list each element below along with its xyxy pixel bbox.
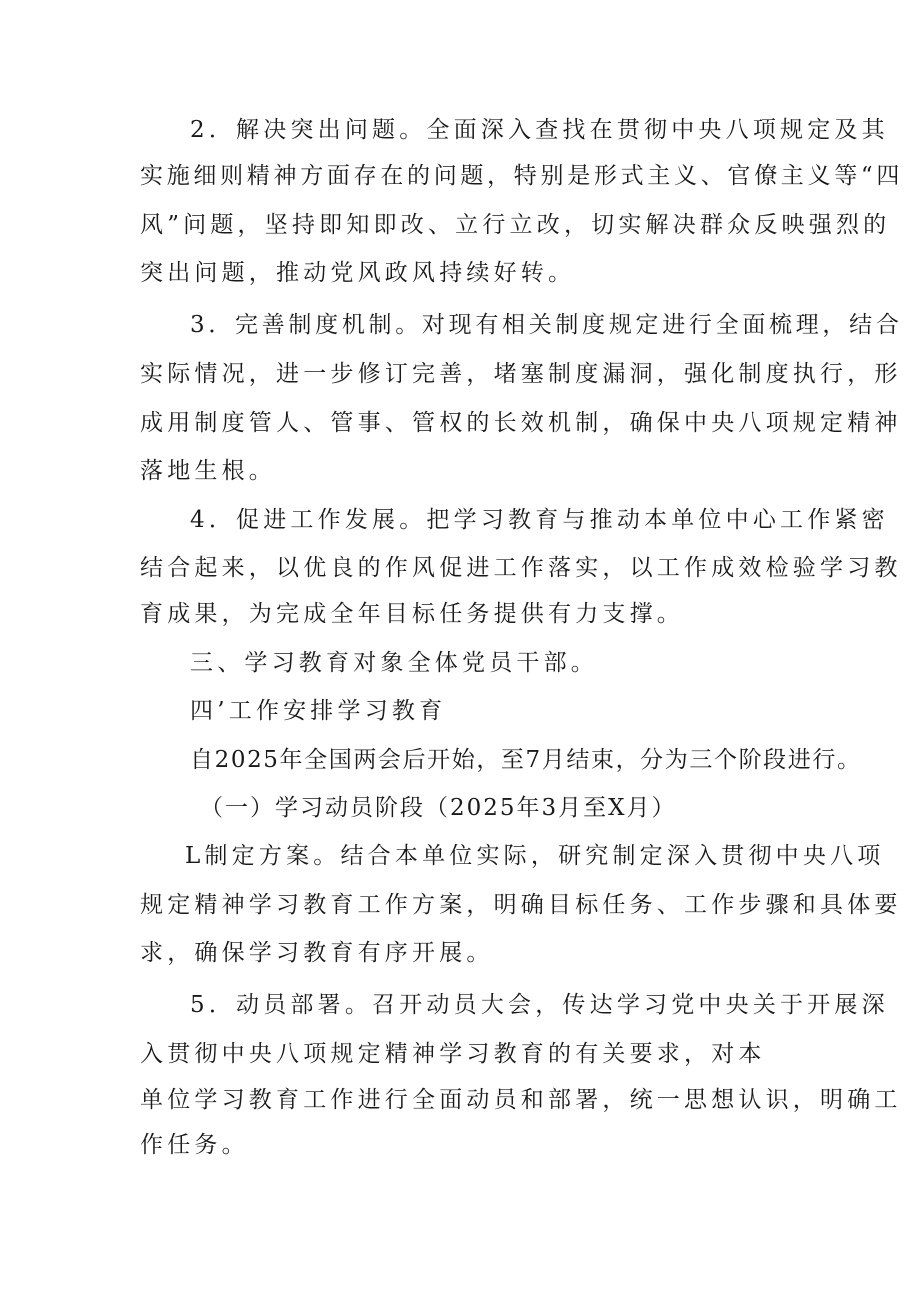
text-line: 实施细则精神方面存在的问题，特别是形式主义、官僚主义等“四 — [140, 163, 904, 189]
text-line: 入贯彻中央八项规定精神学习教育的有关要求，对本 — [140, 1041, 766, 1067]
text-line: 突出问题，推动党风政风持续好转。 — [140, 260, 576, 286]
text-line: 单位学习教育工作进行全面动员和部署，统一思想认识，明确工 — [140, 1087, 902, 1113]
text-line: 风”问题，坚持即知即改、立行立改，切实解决群众反映强烈的 — [140, 212, 891, 238]
text-line: 规定精神学习教育工作方案，明确目标任务、工作步骤和具体要 — [140, 892, 902, 918]
text-line: 作任务。 — [140, 1132, 249, 1158]
text-line: 实际情况，进一步修订完善，堵塞制度漏洞，强化制度执行，形 — [140, 361, 902, 387]
text-line: 5．动员部署。召开动员大会，传达学习党中央关于开展深 — [190, 992, 889, 1018]
text-line: 结合起来，以优良的作风促进工作落实，以工作成效检验学习教 — [140, 555, 902, 581]
text-line: 2．解决突出问题。全面深入查找在贯彻中央八项规定及其 — [190, 117, 889, 143]
text-line: 成用制度管人、管事、管权的长效机制，确保中央八项规定精神 — [140, 410, 902, 436]
section-heading: 三、学习教育对象全体党员干部。 — [190, 650, 598, 676]
text-line: 求，确保学习教育有序开展。 — [140, 940, 494, 966]
text-line: 落地生根。 — [140, 458, 276, 484]
text-line: L制定方案。结合本单位实际，研究制定深入贯彻中央八项 — [185, 843, 885, 869]
text-line: 4．促进工作发展。把学习教育与推动本单位中心工作紧密 — [190, 507, 889, 533]
text-line: 自2025年全国两会后开始，至7月结束，分为三个阶段进行。 — [190, 747, 862, 773]
subsection-heading: （一）学习动员阶段（2025年3月至X月） — [200, 795, 677, 821]
text-line: 育成果，为完成全年目标任务提供有力支撑。 — [140, 601, 684, 627]
section-heading: 四’工作安排学习教育 — [190, 698, 447, 724]
text-line: 3．完善制度机制。对现有相关制度规定进行全面梳理，结合 — [190, 312, 903, 338]
